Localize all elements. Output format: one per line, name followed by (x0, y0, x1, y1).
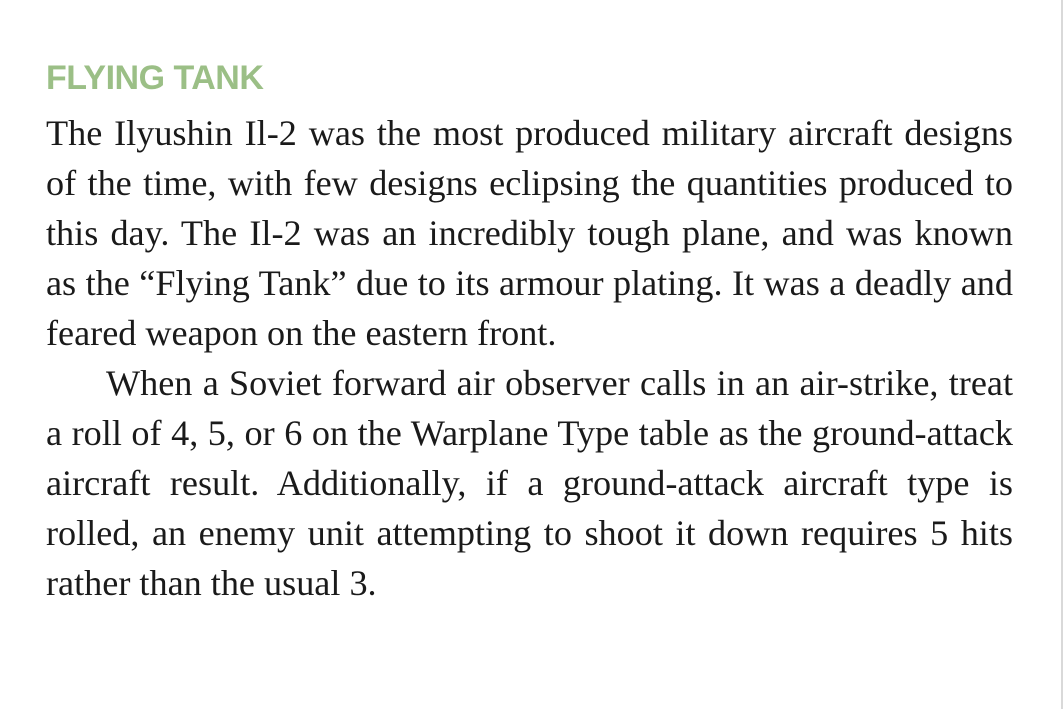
section-heading: FLYING TANK (46, 59, 264, 97)
rule-paragraph: When a Soviet forward air observer calls in an air-strike, treat a roll of 4, 5, or 6 on the Warplane Type table as the ground-attack aircraft result. Additionally, if a ground-attack aircraft type is rolled, an enemy unit attempting to shoot it down requires 5 hits rather than the usual 3. (46, 363, 1013, 603)
rules-section (46, 56, 1013, 608)
intro-paragraph: The Ilyushin Il-2 was the most produced military aircraft designs of the time, with few designs eclipsing the quantities produced to this day. The Il-2 was an incredibly tough plane, and was known as the “Flying Tank” due to its armour plating. It was a deadly and feared weapon on the eastern front. (46, 113, 1013, 353)
